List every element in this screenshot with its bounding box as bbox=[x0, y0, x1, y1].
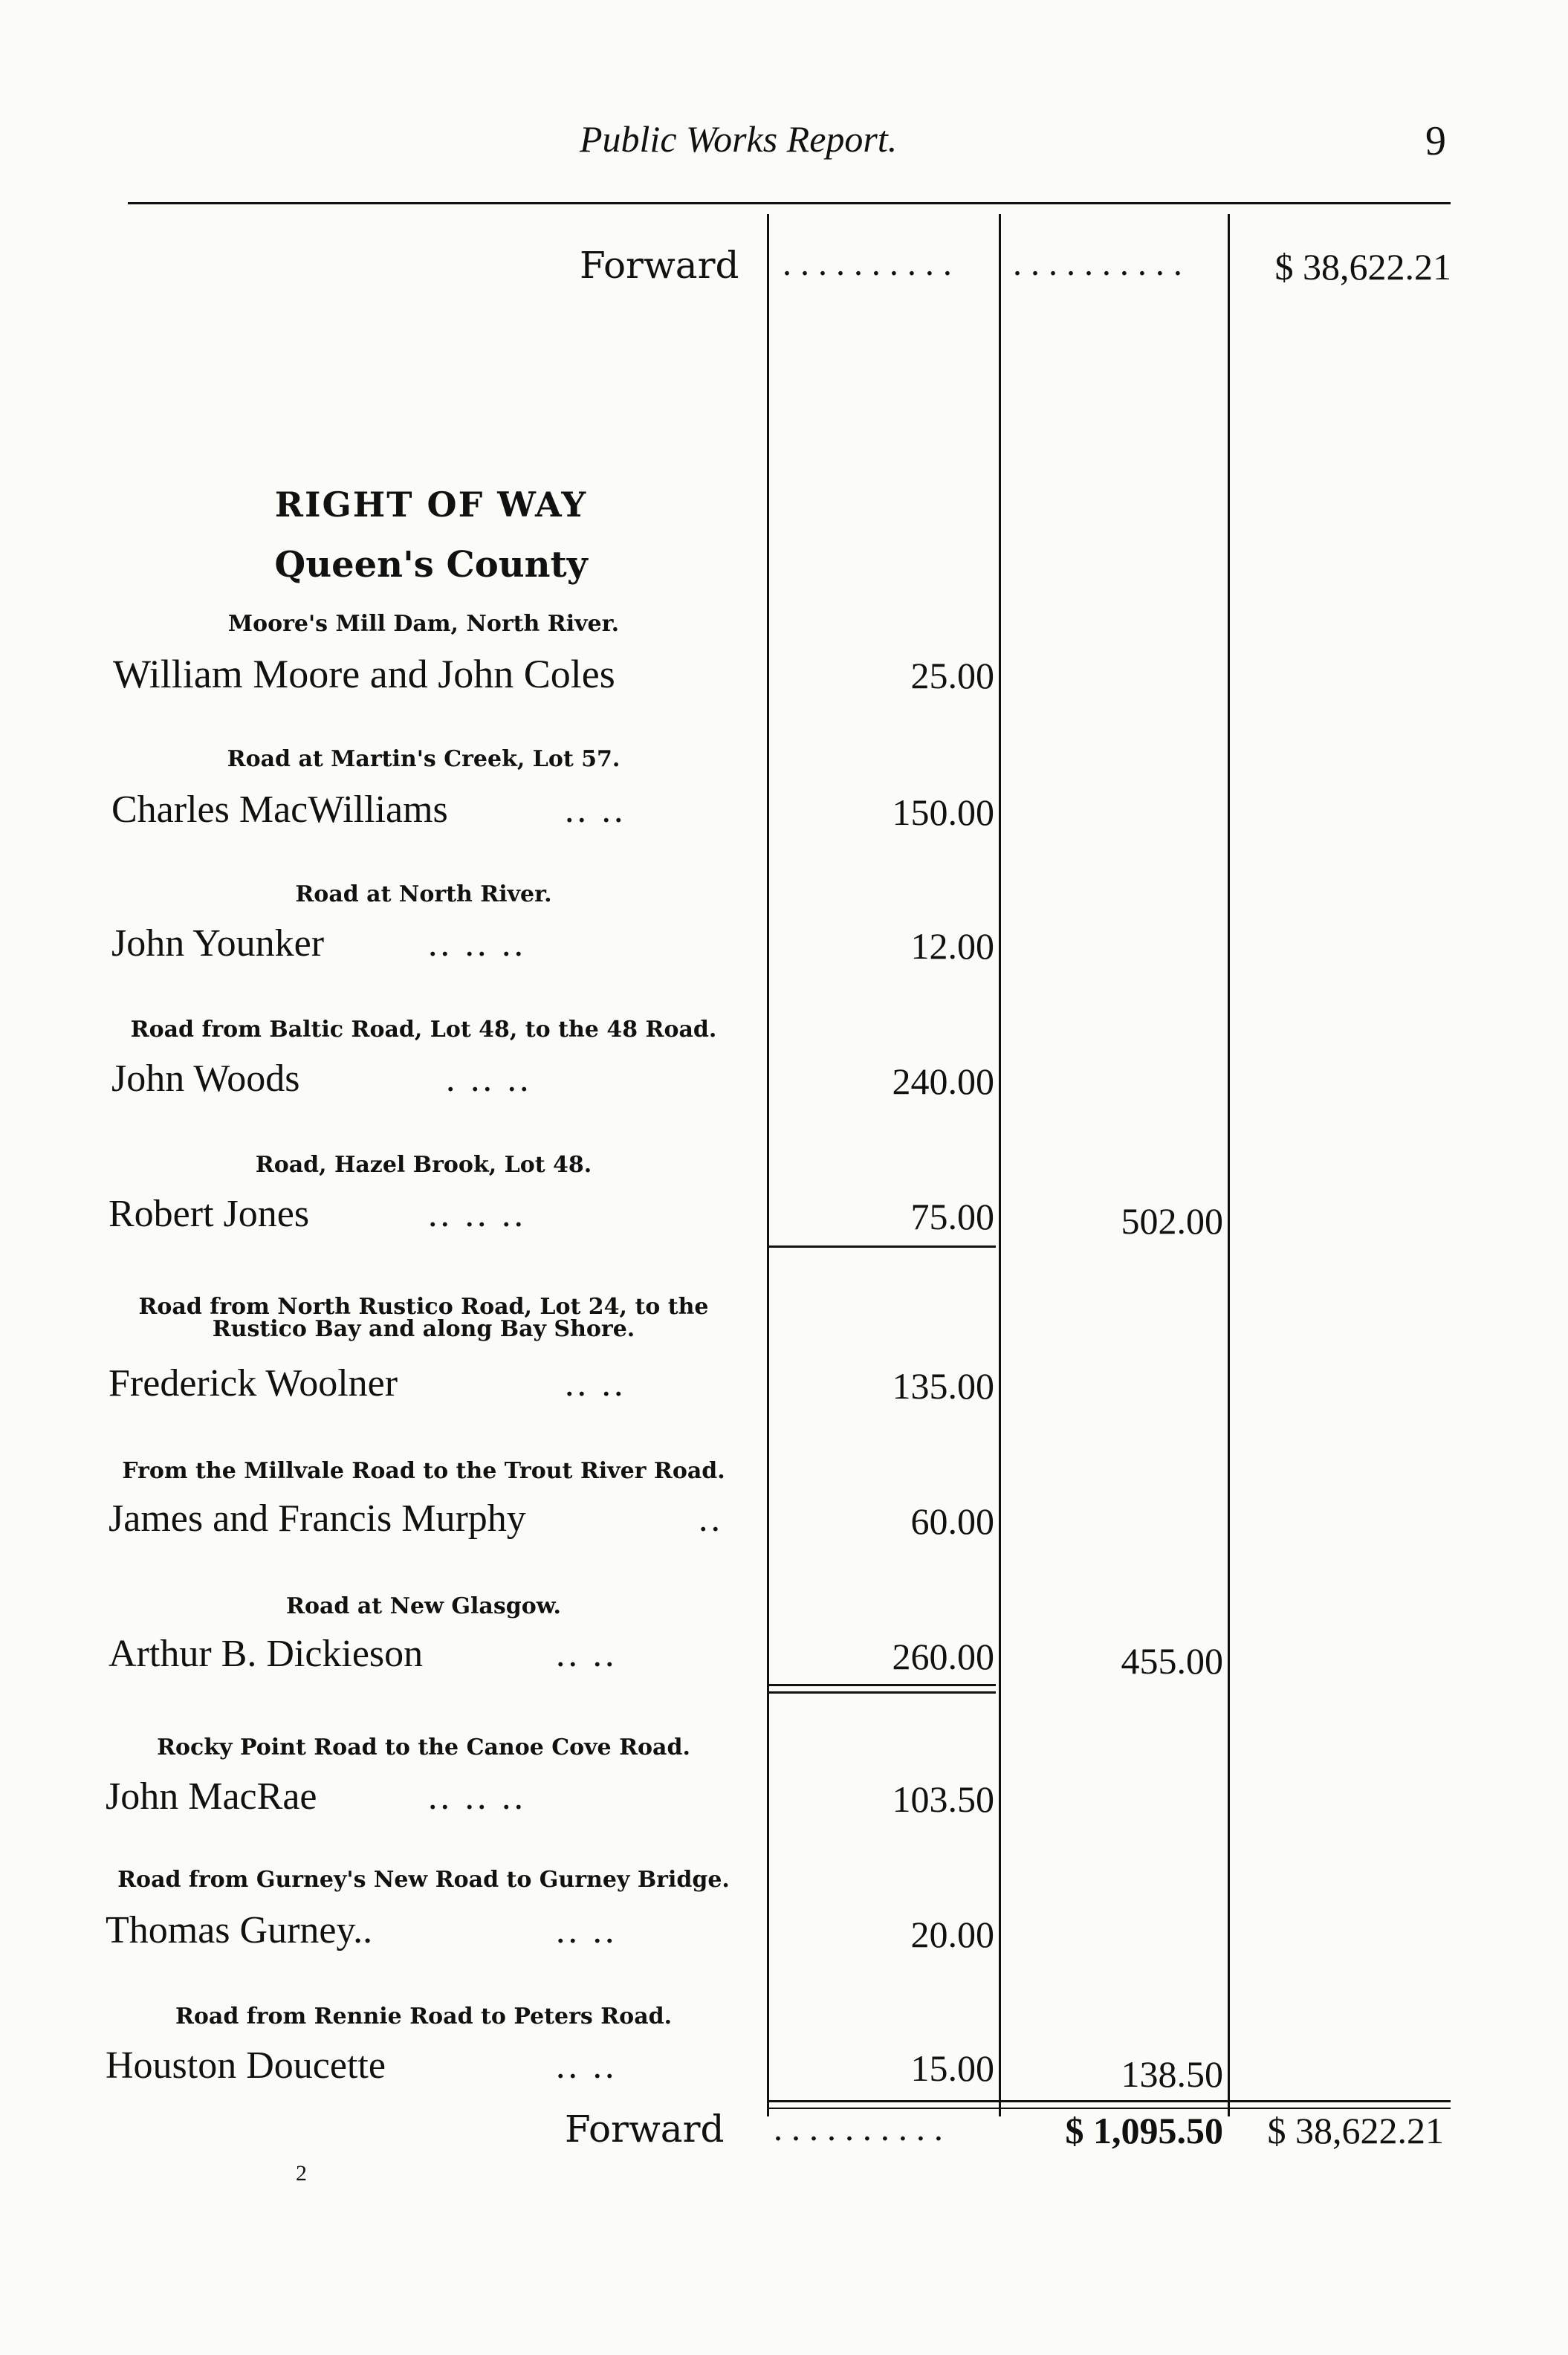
entry-leader-dots: .. .. bbox=[556, 1633, 618, 1674]
entry-subtotal: 138.50 bbox=[1121, 2053, 1223, 2095]
entry-amount: 25.00 bbox=[910, 655, 994, 696]
section-title: RIGHT OF WAY bbox=[274, 485, 588, 525]
subtotal-rule bbox=[767, 1684, 996, 1686]
entry-leader-dots: . .. .. bbox=[446, 1057, 532, 1099]
entry-payee: John Woods bbox=[111, 1057, 300, 1100]
forward-top-col1-dots: .......... bbox=[782, 245, 960, 283]
total-rule bbox=[767, 2100, 1451, 2102]
entry-amount: 12.00 bbox=[910, 925, 994, 967]
forward-bottom-label: Forward bbox=[565, 2108, 725, 2151]
entry-payee: Thomas Gurney.. bbox=[106, 1909, 373, 1951]
entry-amount: 75.00 bbox=[910, 1196, 994, 1237]
entry-leader-dots: .. .. .. bbox=[428, 1775, 526, 1817]
entry-payee: James and Francis Murphy bbox=[108, 1497, 526, 1540]
entry-payee: Frederick Woolner bbox=[108, 1362, 398, 1405]
entry-leader-dots: .. .. bbox=[556, 1909, 618, 1951]
signature-mark: 2 bbox=[296, 2161, 307, 2186]
forward-bottom-subtotal: $ 1,095.50 bbox=[1065, 2110, 1223, 2151]
entry-description: Road at New Glasgow. bbox=[286, 1593, 561, 1619]
forward-top-col2-dots: .......... bbox=[1012, 245, 1190, 283]
entry-leader-dots: .. .. .. bbox=[428, 1193, 526, 1234]
entry-payee: John Younker bbox=[111, 922, 325, 965]
entry-payee: John MacRae bbox=[106, 1775, 317, 1818]
entry-payee: William Moore and John Coles bbox=[113, 652, 615, 696]
entry-leader-dots: .. bbox=[699, 1497, 723, 1539]
section-subtitle: Queen's County bbox=[274, 544, 588, 586]
entry-amount: 135.00 bbox=[892, 1365, 994, 1407]
entry-subtotal: 455.00 bbox=[1121, 1640, 1223, 1682]
entry-payee: Houston Doucette bbox=[106, 2044, 386, 2087]
entry-leader-dots: .. .. .. bbox=[428, 922, 526, 964]
subtotal-rule bbox=[767, 1245, 996, 1248]
entry-amount: 60.00 bbox=[910, 1500, 994, 1542]
entry-description: From the Millvale Road to the Trout River Road. bbox=[122, 1458, 725, 1484]
entry-description: Rocky Point Road to the Canoe Cove Road. bbox=[157, 1734, 690, 1760]
entry-description: Road from Gurney's New Road to Gurney Bridge. bbox=[117, 1867, 730, 1893]
forward-top-total: $ 38,622.21 bbox=[1274, 246, 1451, 288]
entry-leader-dots: .. .. bbox=[565, 788, 626, 830]
header-rule bbox=[128, 202, 1451, 204]
entry-description: Road from Rennie Road to Peters Road. bbox=[175, 2003, 673, 2030]
entry-description: Road at Martin's Creek, Lot 57. bbox=[227, 746, 621, 772]
entry-payee: Arthur B. Dickieson bbox=[108, 1633, 424, 1675]
column-rule-1 bbox=[767, 214, 769, 2116]
entry-leader-dots: .. .. bbox=[565, 1362, 626, 1404]
forward-bottom-col1-dots: .......... bbox=[773, 2111, 951, 2148]
column-rule-3 bbox=[1228, 214, 1230, 2116]
entry-description: Moore's Mill Dam, North River. bbox=[227, 611, 620, 637]
page-header-title: Public Works Report. bbox=[580, 118, 898, 160]
entry-amount: 103.50 bbox=[892, 1778, 994, 1820]
entry-description: Road at North River. bbox=[295, 881, 552, 907]
entry-payee: Robert Jones bbox=[108, 1193, 310, 1235]
page-number: 9 bbox=[1425, 118, 1446, 164]
entry-amount: 20.00 bbox=[910, 1914, 994, 1955]
entry-description: Road, Hazel Brook, Lot 48. bbox=[255, 1152, 592, 1178]
entry-amount: 15.00 bbox=[910, 2047, 994, 2089]
entry-amount: 260.00 bbox=[892, 1636, 994, 1677]
entry-amount: 240.00 bbox=[892, 1060, 994, 1102]
entry-description: Road from North Rustico Road, Lot 24, to the Rustico Bay and along Bay Shore. bbox=[138, 1294, 709, 1342]
entry-payee: Charles MacWilliams bbox=[111, 788, 448, 831]
entry-leader-dots: .. .. bbox=[556, 2044, 618, 2086]
entry-amount: 150.00 bbox=[892, 791, 994, 833]
forward-top-label: Forward bbox=[580, 244, 739, 287]
column-rule-2 bbox=[999, 214, 1001, 2116]
entry-subtotal: 502.00 bbox=[1121, 1200, 1223, 1242]
subtotal-rule bbox=[767, 1691, 996, 1694]
forward-bottom-total: $ 38,622.21 bbox=[1267, 2110, 1444, 2151]
entry-description: Road from Baltic Road, Lot 48, to the 48 Road. bbox=[130, 1017, 717, 1043]
